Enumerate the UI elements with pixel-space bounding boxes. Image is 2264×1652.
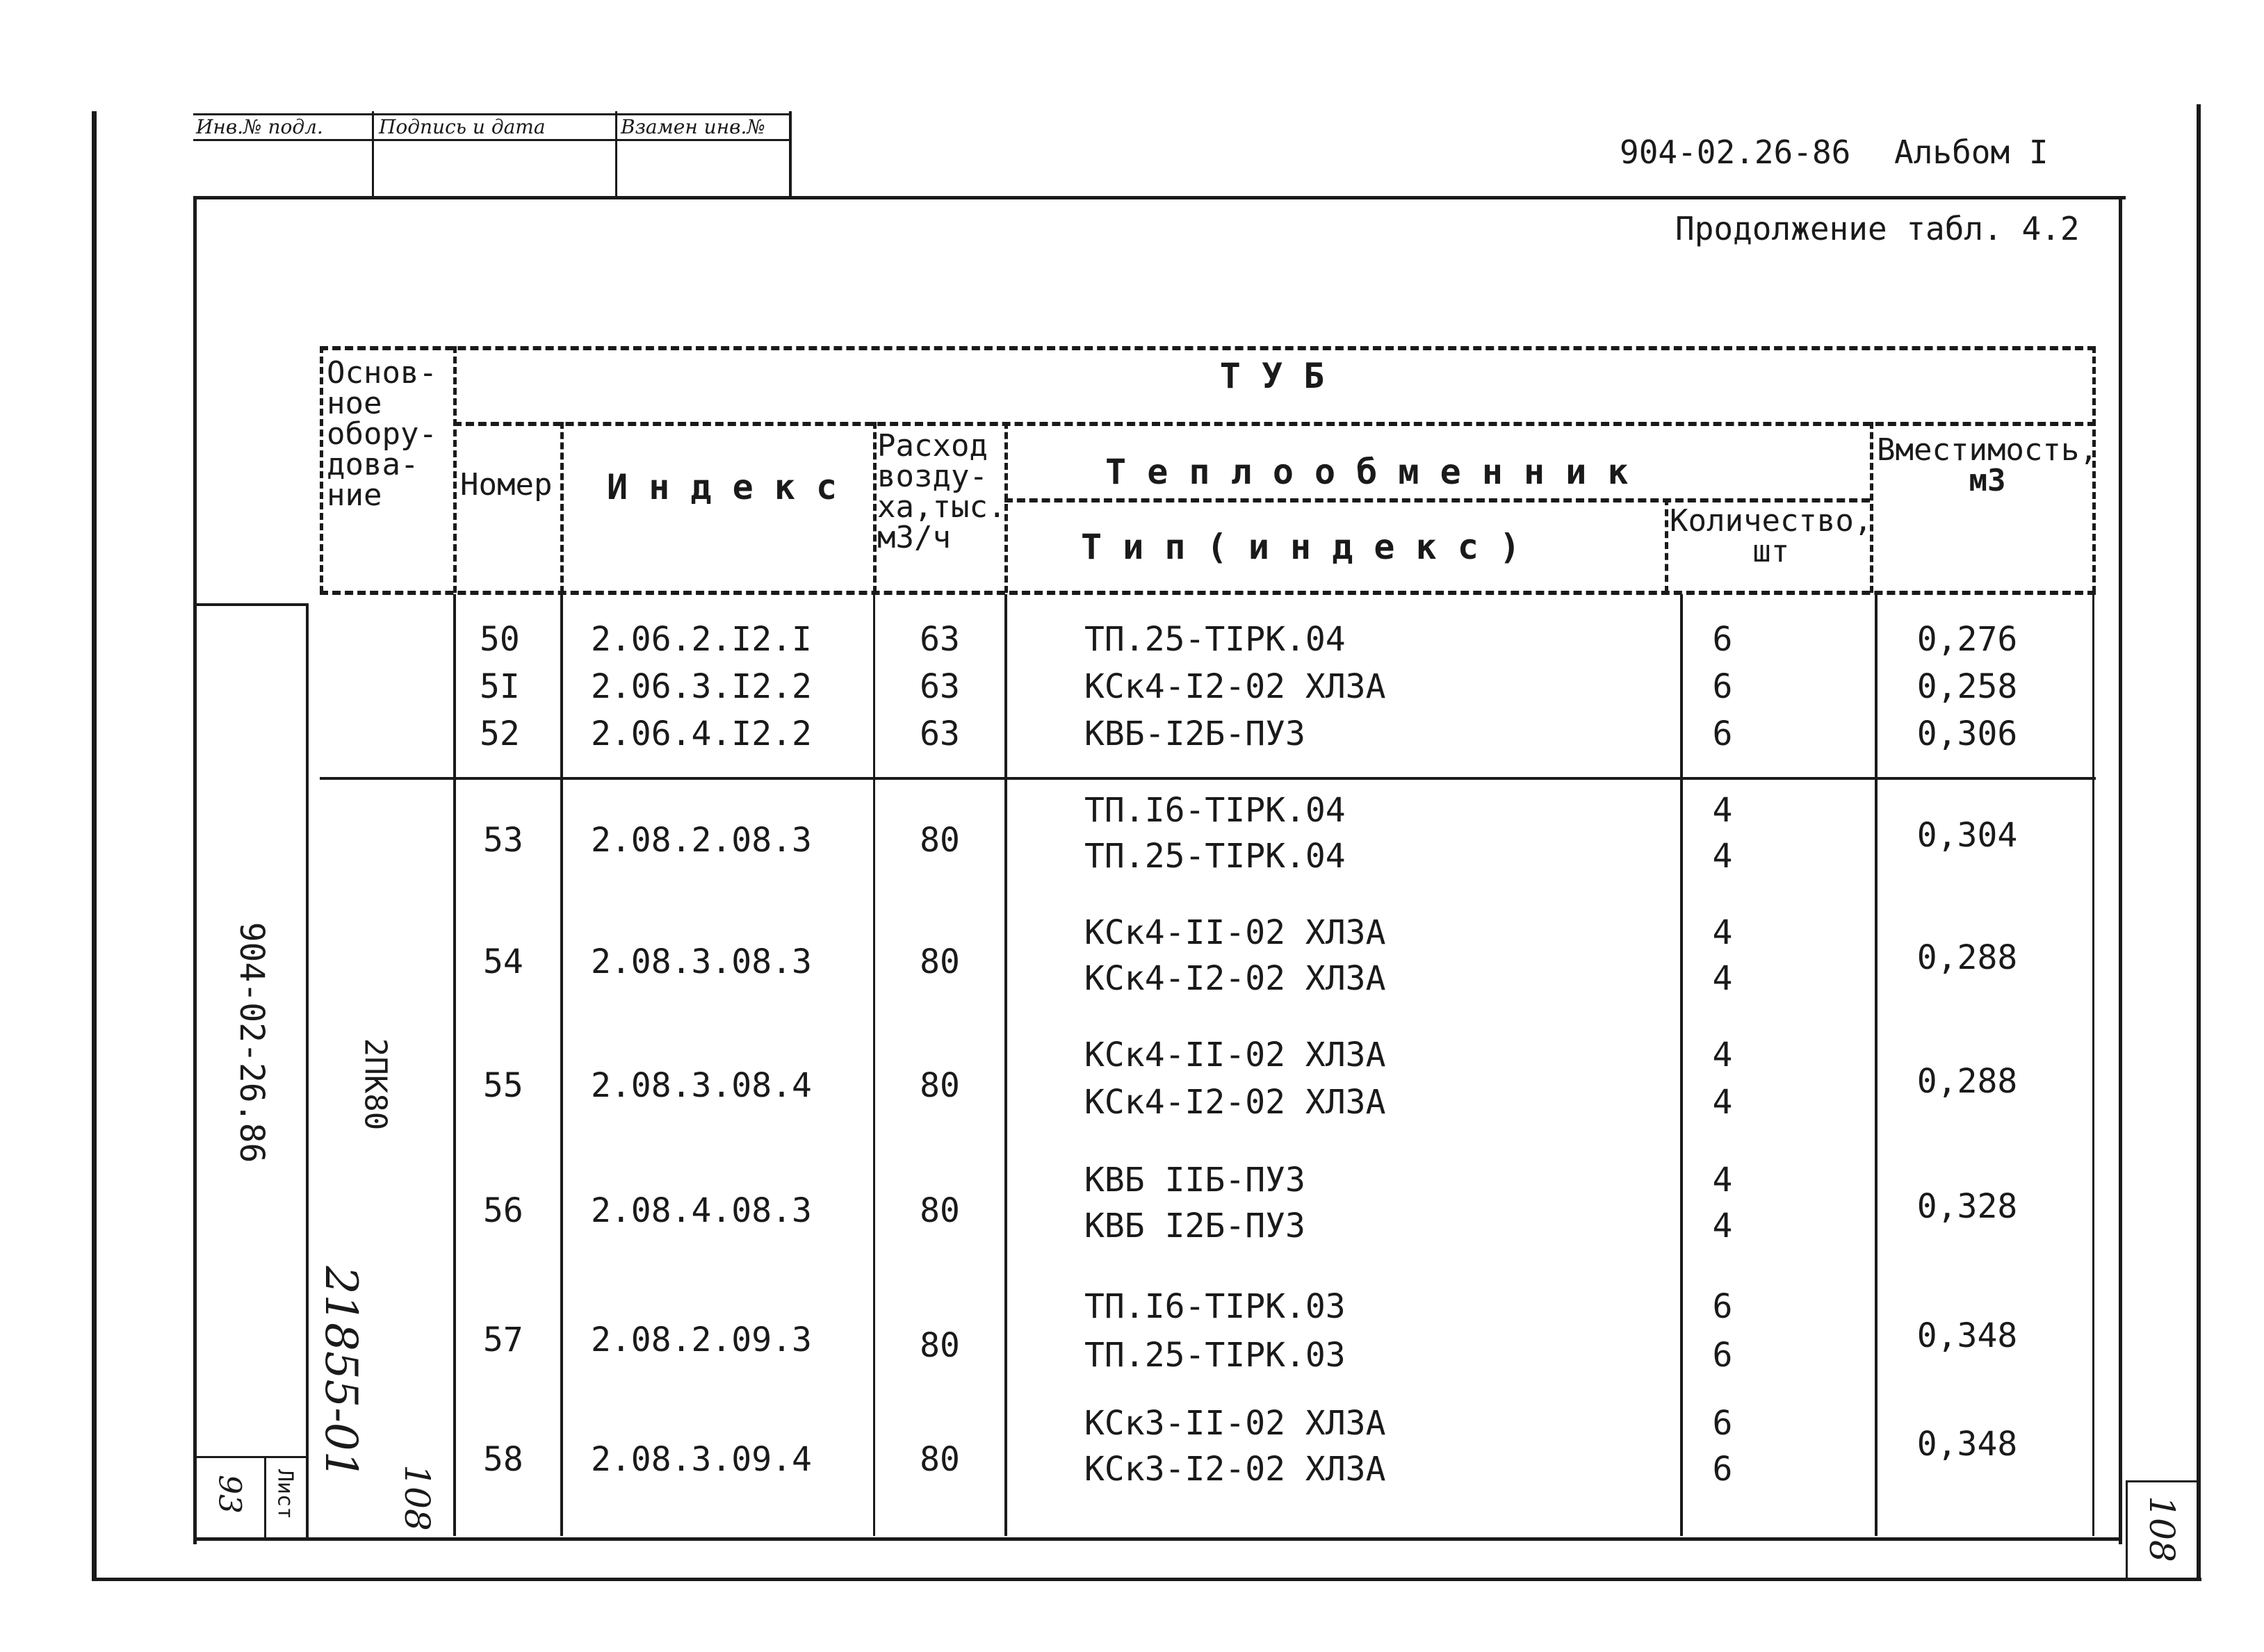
row-number: 54 (483, 942, 523, 981)
row-capacity: 0,258 (1916, 667, 2018, 706)
continuation-caption: Продолжение табл. 4.2 (1675, 210, 2080, 247)
row-capacity: 0,276 (1916, 620, 2018, 659)
document-code: 904-02.26-86 (1620, 133, 1851, 171)
inner-frame-right (2119, 196, 2122, 1544)
row-type: КВБ I2Б-ПУЗ (1084, 1207, 1305, 1245)
row-quantity: 6 (1712, 1404, 1733, 1443)
inner-frame-top (193, 196, 2126, 199)
stamp-replacement-label: Взамен инв.№ (621, 115, 765, 138)
header-type: Т и п ( и н д е к с ) (1081, 527, 1521, 567)
outer-frame-bottom (92, 1578, 2201, 1581)
row-quantity: 6 (1712, 620, 1733, 659)
row-quantity: 4 (1712, 1083, 1733, 1122)
row-number: 58 (483, 1440, 523, 1479)
row-type: КВБ IIБ-ПУЗ (1084, 1161, 1305, 1200)
handwritten-number: 21855-01 (315, 1266, 366, 1480)
row-capacity: 0,304 (1916, 816, 2018, 855)
inner-frame-bottom (193, 1537, 2122, 1541)
row-airflow: 63 (920, 667, 960, 706)
row-type: КСк4-I2-02 ХЛЗА (1084, 959, 1386, 998)
row-index: 2.06.3.I2.2 (591, 667, 812, 706)
header-capacity: Вместимость, м3 (1877, 432, 2098, 498)
header-index: И н д е к с (607, 467, 838, 507)
header-group-tub: Т У Б (1219, 356, 1325, 396)
row-capacity: 0,288 (1916, 938, 2018, 977)
header-heat-exchanger: Т е п л о о б м е н н и к (1105, 452, 1629, 492)
row-number: 57 (483, 1320, 523, 1359)
row-airflow: 80 (920, 821, 960, 860)
row-type: КСк3-II-02 ХЛЗА (1084, 1404, 1386, 1443)
row-quantity: 4 (1712, 837, 1733, 876)
row-airflow: 80 (920, 1326, 960, 1365)
row-quantity: 4 (1712, 913, 1733, 952)
row-quantity: 6 (1712, 667, 1733, 706)
row-type: КСк3-I2-02 ХЛЗА (1084, 1450, 1386, 1489)
outer-frame-left (92, 111, 97, 1581)
header-equipment: Основ- ное обору- дова- ние (327, 355, 437, 513)
header-quantity: Количество, шт (1670, 503, 1873, 569)
stamp-inv-label: Инв.№ подл. (196, 115, 323, 138)
row-number: 52 (480, 714, 520, 753)
row-type: ТП.25-ТIРК.04 (1084, 620, 1346, 659)
row-index: 2.08.2.09.3 (591, 1320, 812, 1359)
row-type: ТП.I6-ТIРК.04 (1084, 791, 1346, 830)
row-airflow: 63 (920, 714, 960, 753)
row-airflow: 80 (920, 942, 960, 981)
row-capacity: 0,348 (1916, 1425, 2018, 1464)
row-number: 53 (483, 821, 523, 860)
row-index: 2.06.4.I2.2 (591, 714, 812, 753)
row-capacity: 0,288 (1916, 1062, 2018, 1101)
inner-frame-left (193, 196, 197, 1544)
row-airflow: 80 (920, 1440, 960, 1479)
equipment-group-label: 2ПК80 (357, 1038, 393, 1131)
row-quantity: 6 (1712, 1336, 1733, 1375)
row-number: 5I (480, 667, 520, 706)
row-type: ТП.25-ТIРК.04 (1084, 837, 1346, 876)
row-type: КСк4-I2-02 ХЛЗА (1084, 1083, 1386, 1122)
row-airflow: 63 (920, 620, 960, 659)
row-quantity: 4 (1712, 1161, 1733, 1200)
row-capacity: 0,306 (1916, 714, 2018, 753)
row-capacity: 0,348 (1916, 1316, 2018, 1355)
sheet-number: 93 (211, 1475, 247, 1514)
row-airflow: 80 (920, 1191, 960, 1230)
side-page-number: 108 (397, 1464, 437, 1531)
stamp-signature-label: Подпись и дата (379, 115, 546, 138)
row-index: 2.08.3.08.3 (591, 942, 812, 981)
row-capacity: 0,328 (1916, 1187, 2018, 1226)
row-index: 2.06.2.I2.I (591, 620, 812, 659)
row-index: 2.08.3.08.4 (591, 1066, 812, 1105)
row-quantity: 6 (1712, 1450, 1733, 1489)
row-number: 56 (483, 1191, 523, 1230)
row-quantity: 4 (1712, 1036, 1733, 1074)
row-quantity: 6 (1712, 1287, 1733, 1326)
row-airflow: 80 (920, 1066, 960, 1105)
row-type: КВБ-I2Б-ПУЗ (1084, 714, 1305, 753)
row-type: КСк4-II-02 ХЛЗА (1084, 913, 1386, 952)
row-type: ТП.I6-ТIРК.03 (1084, 1287, 1346, 1326)
row-quantity: 4 (1712, 1207, 1733, 1245)
row-quantity: 4 (1712, 791, 1733, 830)
row-index: 2.08.2.08.3 (591, 821, 812, 860)
side-document-code: 904-02-26.86 (232, 922, 271, 1163)
row-quantity: 6 (1712, 714, 1733, 753)
row-number: 55 (483, 1066, 523, 1105)
row-type: ТП.25-ТIРК.03 (1084, 1336, 1346, 1375)
row-index: 2.08.4.08.3 (591, 1191, 812, 1230)
outer-frame-right (2197, 104, 2201, 1578)
row-quantity: 4 (1712, 959, 1733, 998)
row-type: КСк4-I2-02 ХЛЗА (1084, 667, 1386, 706)
sheet-label: Лист (272, 1469, 298, 1520)
group-separator (320, 777, 2096, 780)
row-number: 50 (480, 620, 520, 659)
row-index: 2.08.3.09.4 (591, 1440, 812, 1479)
row-type: КСк4-II-02 ХЛЗА (1084, 1036, 1386, 1074)
album-label: Альбом I (1894, 133, 2049, 171)
page-number: 108 (2142, 1496, 2182, 1562)
header-number: Номер (460, 467, 553, 502)
header-airflow: Расход возду- ха,тыс. м3/ч (877, 428, 1007, 555)
